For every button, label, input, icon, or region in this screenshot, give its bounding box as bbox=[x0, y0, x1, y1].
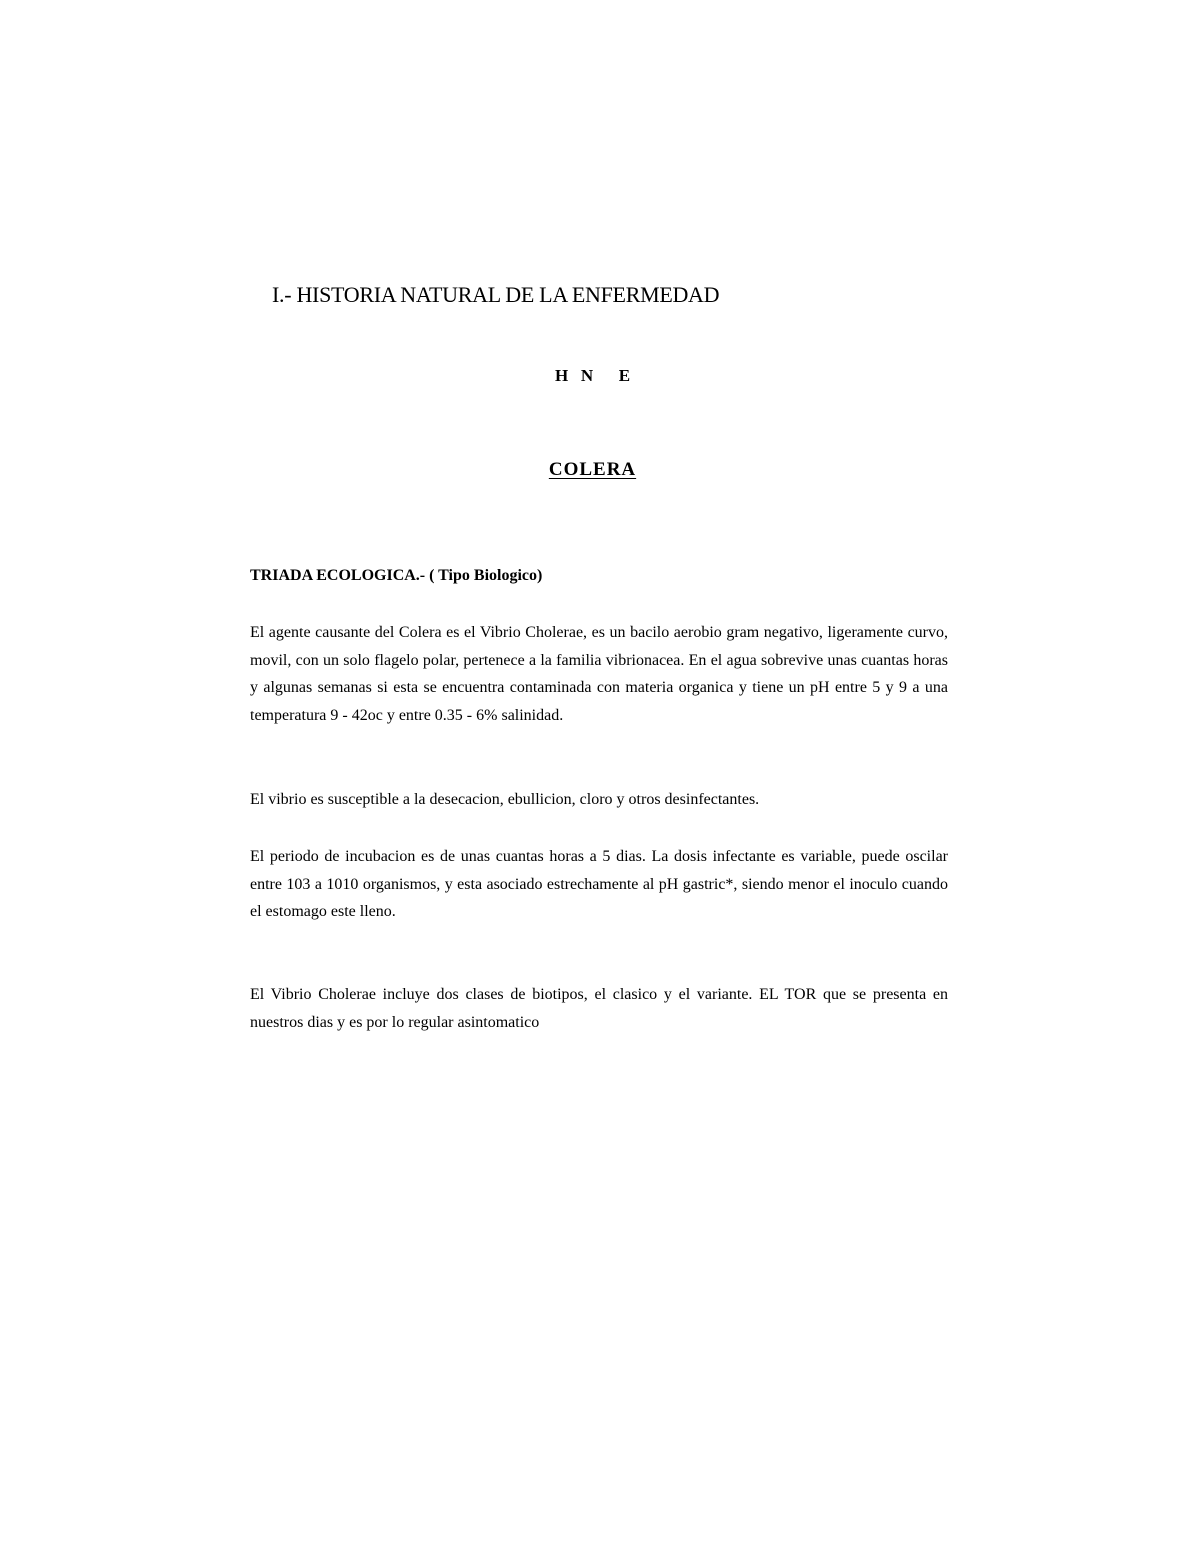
abbreviation-heading: H N E bbox=[554, 366, 631, 385]
document-subtitle: COLERA bbox=[548, 459, 637, 480]
section-heading: TRIADA ECOLOGICA.- ( Tipo Biologico) bbox=[250, 567, 543, 584]
paragraph-incubation: El periodo de incubacion es de unas cuantas horas a 5 dias. La dosis infectante es variable, puede oscilar entre 103 a 1010 organismos, y esta asociado estrechamente al pH gastric*, siendo menor el inoculo cuando el estomago este lleno. bbox=[250, 848, 948, 920]
document-title: I.- HISTORIA NATURAL DE LA ENFERMEDAD bbox=[272, 282, 720, 307]
paragraph-agent: El agente causante del Colera es el Vibrio Cholerae, es un bacilo aerobio gram negativo, ligeramente curvo, movil, con un solo flagelo polar, pertenece a la familia vibrionacea. En el agua sobrevive unas cuantas horas y algunas semanas si esta se encuentra contaminada con materia organica y tiene un pH entre 5 y 9 a una temperatura 9 - 42oc y entre 0.35 - 6% salinidad. bbox=[250, 624, 948, 724]
paragraph-susceptibility: El vibrio es susceptible a la desecacion, ebullicion, cloro y otros desinfectantes. bbox=[250, 791, 760, 808]
paragraph-biotypes: El Vibrio Cholerae incluye dos clases de biotipos, el clasico y el variante. EL TOR que se presenta en nuestros dias y es por lo regular asintomatico bbox=[250, 986, 948, 1031]
